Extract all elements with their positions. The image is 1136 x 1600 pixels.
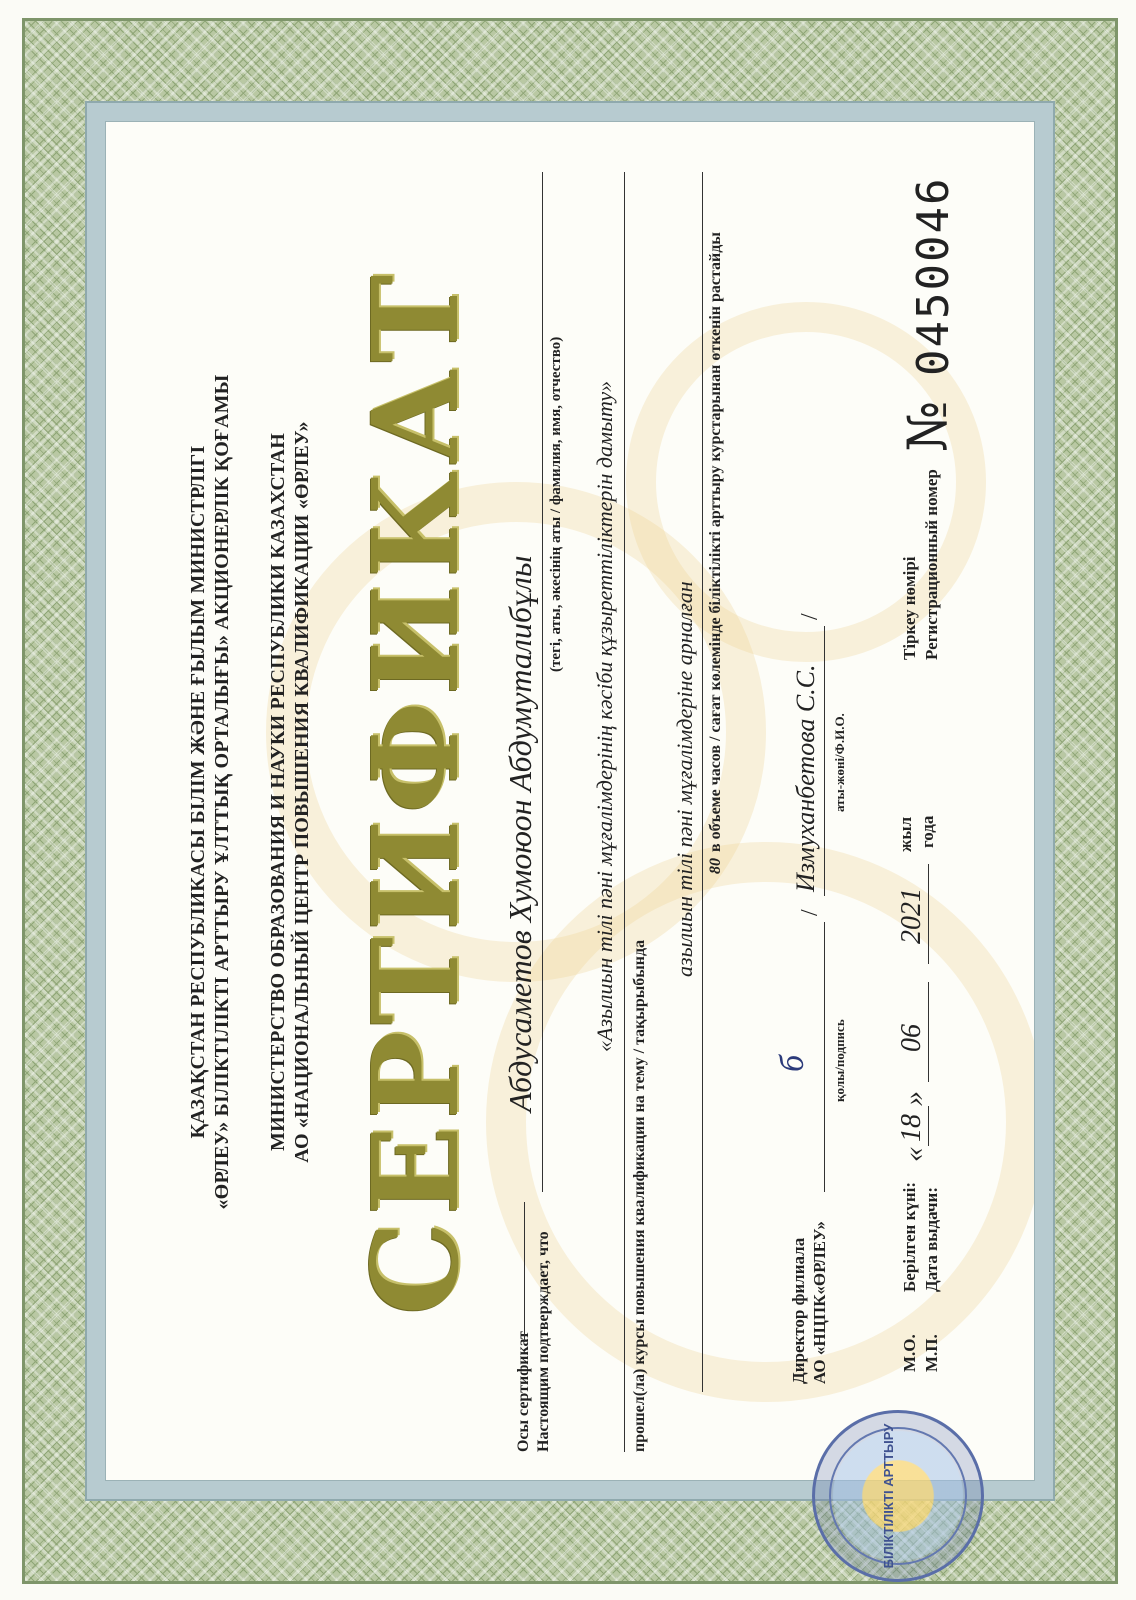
header-kz-line1: ҚАЗАҚСТАН РЕСПУБЛИКАСЫ БІЛІМ ЖӘНЕ ҒЫЛЫМ МИНИСТРЛІГІ	[187, 445, 209, 1139]
intro-ru: Настоящим подтверждает, что	[535, 1231, 552, 1452]
intro-kz: Осы сертификат	[515, 1331, 532, 1452]
slash-left: /	[797, 909, 823, 916]
date-day: 18	[896, 1114, 927, 1142]
hours-caption: в объеме часов / сағат көлемінде біліктілікті арттыру курстарынан өткенін растайды	[707, 232, 724, 852]
year-ru: года	[918, 815, 937, 848]
course-caption: прошел(ла) курсы повышения квалификации на тему / тақырыбында	[631, 939, 648, 1452]
mp-kz: М.О.	[900, 1334, 919, 1372]
holder-name-caption: (тегі, аты, әкесінің аты / фамилия, имя, отчество)	[548, 336, 564, 672]
header-kz-line2: «ӨРЛЕУ» БІЛІКТІЛІКТІ АРТТЫРУ ҰЛТТЫҚ ОРТАЛЫҒЫ» АКЦИОНЕРЛІК ҚОҒАМЫ	[211, 374, 233, 1210]
director-kz: Директор филиала	[789, 1237, 808, 1384]
issue-label-kz: Берілген күні:	[900, 1181, 919, 1292]
registration-sign: №	[896, 400, 959, 452]
date-month-line	[928, 982, 929, 1082]
header-ru-line1: МИНИСТЕРСТВО ОБРАЗОВАНИЯ И НАУКИ РЕСПУБЛИКИ КАЗАХСТАН	[267, 433, 289, 1151]
slash-right: /	[797, 613, 823, 620]
date-day-line	[928, 1106, 929, 1146]
signature-line	[824, 922, 825, 1192]
signer-name: Измуханбетова С.С.	[791, 664, 820, 892]
registration-label-ru: Регистрационный номер	[922, 469, 941, 660]
intro-underline	[524, 1202, 525, 1342]
course-title: «Азылиын тілі пәні мұғалімдерінің кәсіби құзыреттіліктерін дамыту»	[592, 380, 617, 1052]
holder-name-line	[542, 172, 543, 1192]
date-close-quote: »	[897, 1091, 930, 1106]
holder-name: Абдусаметов Хумоюон Абдумуталибұлы	[502, 555, 538, 1112]
hours-value: 80	[707, 858, 724, 874]
official-seal-stamp	[812, 1410, 984, 1582]
course-line	[624, 172, 625, 1452]
mp-ru: М.П.	[922, 1334, 941, 1372]
signer-name-caption: аты-жөні/Ф.И.О.	[832, 713, 847, 812]
date-month: 06	[896, 1024, 927, 1052]
date-year: 2021	[896, 888, 927, 944]
date-year-line	[928, 864, 929, 964]
date-open-quote: «	[897, 1147, 930, 1162]
audience: азылиын тілі пәні мұғалімдеріне арналған	[672, 581, 697, 977]
director-ru: АО «НЦПК«ӨРЛЕУ»	[810, 1221, 829, 1384]
year-kz: жыл	[896, 816, 915, 852]
signature-mark: б	[774, 1054, 811, 1072]
issue-label-ru: Дата выдачи:	[922, 1187, 941, 1292]
audience-line	[702, 172, 703, 1392]
seal-ring	[829, 1427, 967, 1565]
signature-caption: қолы/подпись	[832, 1019, 847, 1102]
registration-number: 0450046	[908, 176, 959, 376]
seal-text: БІЛІКТІЛІКТІ АРТТЫРУ	[881, 1423, 896, 1569]
certificate-title: СЕРТИФИКАТ	[346, 268, 485, 1316]
signer-name-line	[824, 626, 825, 896]
registration-label-kz: Тіркеу нөмірі	[900, 556, 919, 660]
certificate-content	[184, 92, 1004, 1492]
header-ru-line2: АО «НАЦИОНАЛЬНЫЙ ЦЕНТР ПОВЫШЕНИЯ КВАЛИФИКАЦИИ «ӨРЛЕУ»	[291, 421, 313, 1163]
